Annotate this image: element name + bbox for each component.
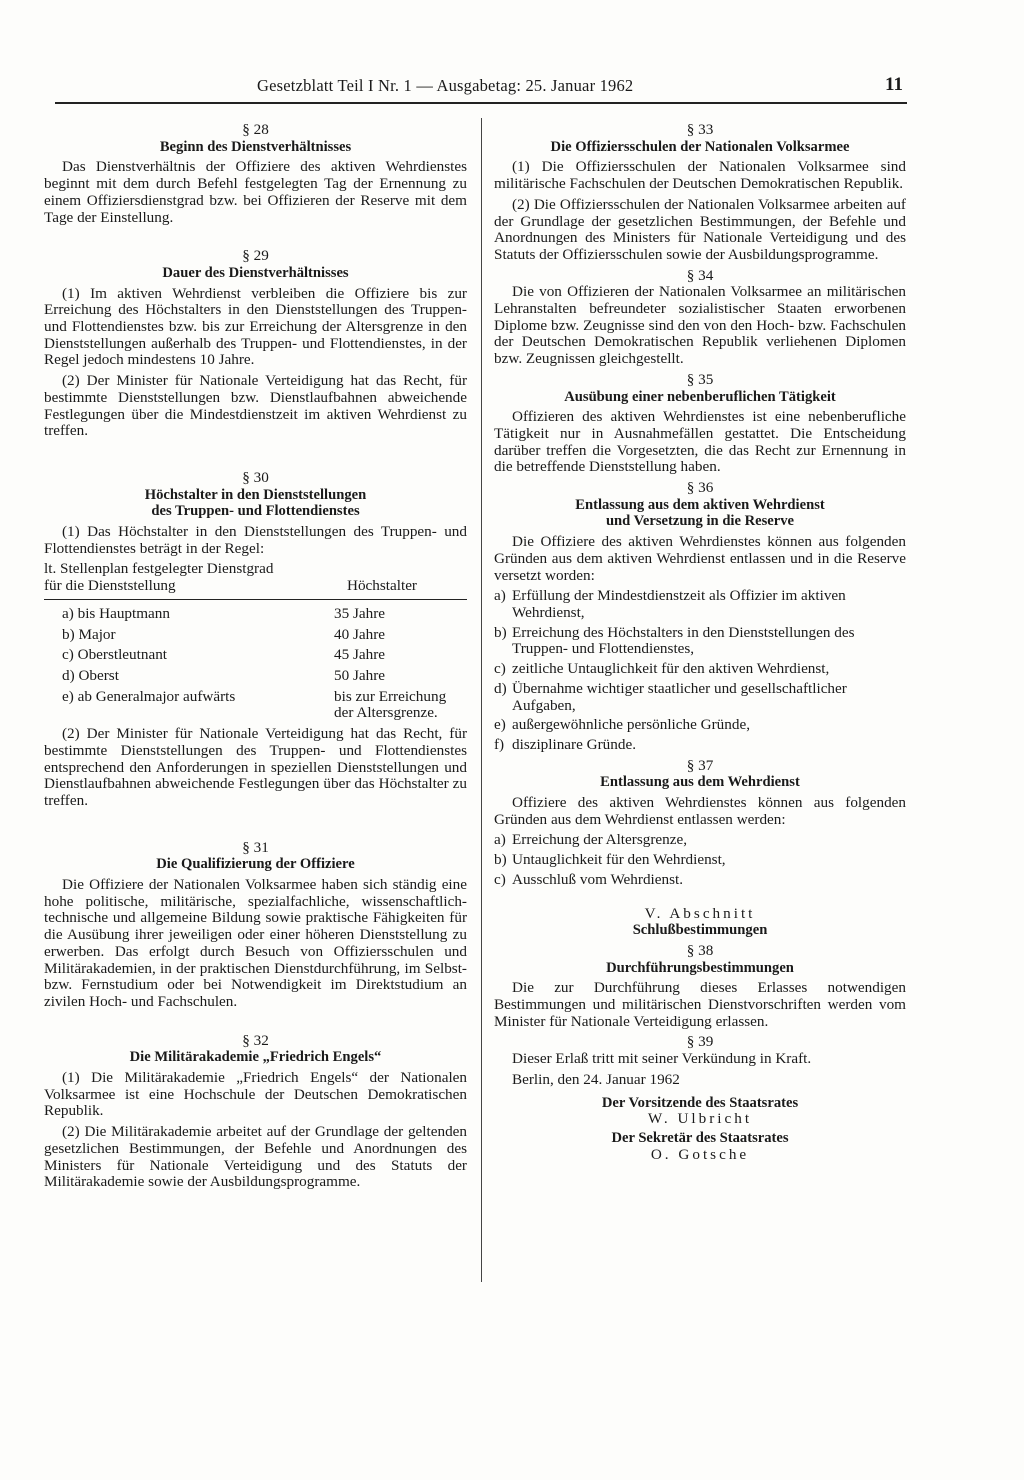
section-text: Das Dienstverhältnis der Offiziere des aktiven Wehrdienstes beginnt mit dem durch Befehl festgelegten Tag der Ernennung zu einem Offiziersdienstgrad bzw. bei Offizieren der Reserve mit dem Tage der Einstellung. [44, 158, 467, 226]
section-number: § 35 [686, 370, 714, 388]
section-heading: Höchstalter in den Dienststellungen [144, 486, 367, 503]
section-text: Die zur Durchführung dieses Erlasses notwendigen Bestimmungen und militärischen Dienstvorschriften werden vom Minister für Nationale Verteidigung erlassen. [494, 979, 906, 1030]
section-number: § 32 [242, 1031, 269, 1049]
section-text: Offiziere des aktiven Wehrdienstes können aus folgenden Gründen aus dem Wehrdienst entlassen werden: [494, 794, 906, 828]
section-heading: Entlassung aus dem aktiven Wehrdienst [575, 496, 825, 513]
section-heading: Ausübung einer nebenberuflichen Tätigkeit [564, 388, 836, 405]
section-paragraph: (2) Der Minister für Nationale Verteidigung hat das Recht, für bestimmte Dienststellungen des Truppen- und Flottendienstes entsprechend den Anforderungen in speziellen Dienststellungen und Dienstlaufbahnen abweichende Festlegungen über das Höchstalter zu treffen. [44, 725, 467, 809]
age-table [44, 561, 467, 722]
section-paragraph: (2) Die Offiziersschulen der Nationalen Volksarmee arbeiten auf der Grundlage der gesetzlichen Bestimmungen, der Befehle und Anordnungen des Ministers für Nationale Verteidigung und des Statuts der Offiziersschulen sowie der Ausbildungsprogramme. [494, 195, 906, 263]
table-cell: 45 Jahre [334, 646, 386, 664]
section-heading: Die Offiziersschulen der Nationalen Volksarmee [550, 138, 850, 155]
table-cell: e) ab Generalmajor aufwärts [62, 687, 236, 705]
discharge-reasons-list [494, 832, 906, 888]
table-rule [44, 599, 467, 600]
section-text: Die Offiziere des aktiven Wehrdienstes können aus folgenden Gründen aus dem aktiven Wehrdienst entlassen und in die Reserve versetzt worden: [494, 533, 906, 584]
signatory-role: Der Sekretär des Staatsrates [611, 1129, 789, 1146]
section-number: § 36 [686, 479, 714, 497]
section-heading: Entlassung aus dem Wehrdienst [600, 774, 800, 791]
list-item: a) Erreichung der Altersgrenze, [494, 831, 687, 849]
section-heading: und Versetzung in die Reserve [605, 513, 795, 530]
section-text: Offizieren des aktiven Wehrdienstes ist eine nebenberufliche Tätigkeit nur in Ausnahmefällen gestattet. Die Entscheidung darüber treffen die Vorgesetzten, die das Recht zur Ernennung in die betreffende Dienststellung haben. [494, 408, 906, 476]
section-text: Dieser Erlaß tritt mit seiner Verkündung in Kraft. [512, 1050, 812, 1068]
list-item: b) Erreichung des Höchstalters in den Dienststellungen des Truppen- und Flottendienstes, [494, 623, 855, 658]
section-number: § 29 [242, 247, 269, 265]
page-number: 11 [885, 74, 903, 95]
table-cell: bis zur Erreichung der Altersgrenze. [334, 687, 447, 722]
section-heading: Beginn des Dienstverhältnisses [159, 138, 352, 155]
table-cell: c) Oberstleutnant [62, 646, 168, 664]
signatory-name: W. Ulbricht [647, 1110, 753, 1128]
section-number: § 30 [242, 468, 269, 486]
right-column [494, 118, 906, 1163]
section-heading: Dauer des Dienstverhältnisses [162, 264, 349, 281]
section-number: § 39 [686, 1033, 714, 1051]
list-item: c) zeitliche Untauglichkeit für den aktiven Wehrdienst, [494, 660, 830, 678]
dismissal-reasons-list [494, 588, 906, 753]
section-number: § 33 [686, 121, 714, 138]
table-cell: b) Major [62, 625, 116, 643]
list-item: c) Ausschluß vom Wehrdienst. [494, 870, 684, 888]
table-header: für die Dienststellung [44, 577, 176, 595]
table-cell: d) Oberst [62, 666, 119, 684]
section-heading: des Truppen- und Flottendienstes [151, 503, 360, 520]
section-heading: Die Qualifizierung der Offiziere [156, 856, 355, 873]
list-item: a) Erfüllung der Mindestdienstzeit als Offizier im aktiven Wehrdienst, [494, 587, 846, 621]
column-divider [481, 118, 482, 1282]
header-title: Gesetzblatt Teil I Nr. 1 — Ausgabetag: 25. Januar 1962 [257, 76, 634, 95]
table-header: Höchstalter [346, 577, 417, 595]
table-cell: 50 Jahre [334, 666, 386, 684]
section-paragraph: (1) Die Militärakademie „Friedrich Engels“ der Nationalen Volksarmee ist eine Hochschule der Deutschen Demokratischen Republik. [44, 1069, 467, 1120]
section-paragraph: (2) Die Militärakademie arbeitet auf der Grundlage der geltenden gesetzlichen Bestimmungen, der Befehle und Anordnungen des Ministers für Nationale Verteidigung und des Statuts der Militärakademie sowie der Ausbildungsprogramme. [44, 1123, 467, 1191]
section-paragraph: (2) Der Minister für Nationale Verteidigung hat das Recht, für bestimmte Dienststellungen bzw. Dienstlaufbahnen abweichende Festlegungen über die Mindestdienstzeit im aktiven Wehrdienst zu treffen. [44, 372, 467, 440]
table-row [44, 689, 467, 722]
section-number: § 28 [242, 121, 269, 138]
table-cell: a) bis Hauptmann [62, 604, 170, 622]
signing-date: Berlin, den 24. Januar 1962 [512, 1070, 680, 1088]
chapter-heading: Schlußbestimmungen [632, 922, 768, 939]
list-item: e) außergewöhnliche persönliche Gründe, [494, 716, 750, 734]
section-text: Die von Offizieren der Nationalen Volksarmee an militärischen Lehranstalten befreundeter sozialistischer Staaten erworbenen Diplome bzw. Zeugnisse sind den von den Hoch- bzw. Fachschulen der Deutschen Demokratischen Republik verliehenen Diplomen bzw. Zeugnissen gleichgestellt. [494, 283, 906, 368]
section-paragraph: (1) Das Höchstalter in den Dienststellungen des Truppen- und Flottendienstes beträgt in der Regel: [44, 523, 467, 557]
section-paragraph: (1) Die Offiziersschulen der Nationalen Volksarmee sind militärische Fachschulen der Deutschen Demokratischen Republik. [494, 158, 906, 193]
table-row [44, 627, 467, 644]
chapter-label: V. Abschnitt [644, 904, 756, 922]
table-row [44, 606, 467, 623]
table-row [44, 647, 467, 664]
section-text: Die Offiziere der Nationalen Volksarmee haben sich ständig eine hohe politische, militärische, spezialfachliche, wissenschaftlich-technische und allgemeine Bildung sowie praktische Fähigkeiten für die Ausübung ihrer jeweiligen oder einer höheren Dienststellung zu erwerben. Das erfolgt durch Besuch von Offiziersschulen und Militärakademien, in der praktischen Dienstdurchführung, im Selbst- bzw. Fernstudium oder bei Notwendigkeit im Direktstudium an zivilen Hoch- und Fachschulen. [44, 876, 467, 1010]
signatory-name: O. Gotsche [650, 1145, 750, 1163]
section-paragraph: (1) Im aktiven Wehrdienst verbleiben die Offiziere bis zur Erreichung des Höchstalters in den Dienststellungen des Truppen- und Flottendienstes bzw. bis zur Erreichung der Altersgrenze in den Dienststellungen außerhalb des Truppen- und Flottendienstes, in der Regel jedoch mindestens 10 Jahre. [44, 284, 467, 369]
section-number: § 31 [242, 838, 269, 856]
signatory-role: Der Vorsitzende des Staatsrates [601, 1094, 799, 1111]
section-heading: Durchführungsbestimmungen [606, 959, 794, 976]
list-item: d) Übernahme wichtiger staatlicher und gesellschaftlicher Aufgaben, [494, 679, 847, 714]
section-heading: Die Militärakademie „Friedrich Engels“ [129, 1049, 382, 1066]
list-item: b) Untauglichkeit für den Wehrdienst, [494, 851, 726, 869]
table-cell: 35 Jahre [334, 604, 386, 622]
table-cell: 40 Jahre [334, 625, 386, 643]
list-item: f) disziplinare Gründe. [494, 735, 636, 753]
left-column [44, 118, 467, 1195]
table-row [44, 668, 467, 685]
section-number: § 37 [686, 756, 714, 774]
page-header [55, 76, 907, 104]
table-header: lt. Stellenplan festgelegter Dienstgrad [44, 560, 274, 578]
section-number: § 34 [686, 266, 714, 284]
section-number: § 38 [686, 941, 714, 959]
